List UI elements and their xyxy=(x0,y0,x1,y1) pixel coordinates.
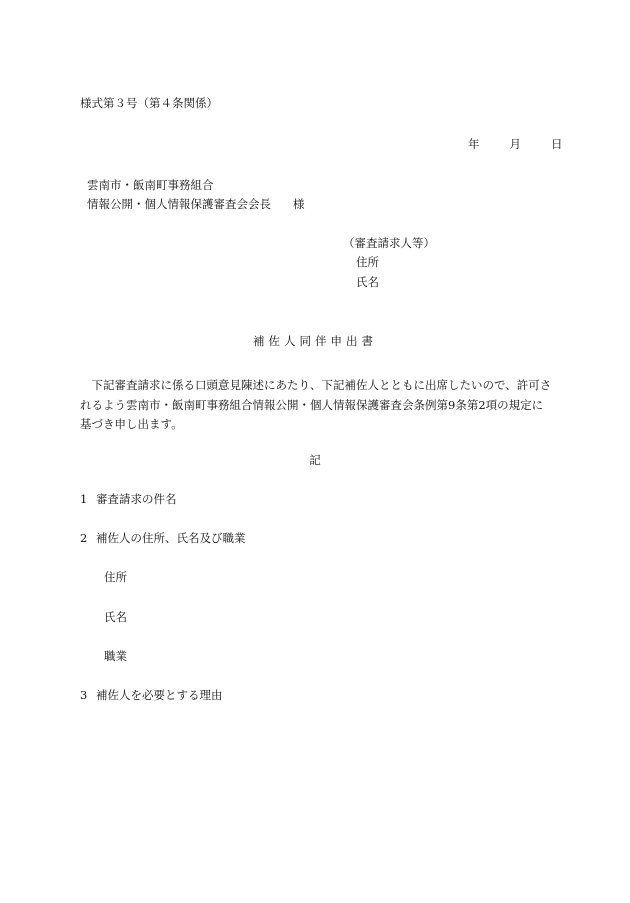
requester-address-label: 住所 xyxy=(356,255,379,269)
addressee-position: 情報公開・個人情報保護審査会会長 xyxy=(87,197,271,211)
item-label: 補佐人を必要とする理由 xyxy=(96,688,223,702)
item-number: 1 xyxy=(80,492,88,506)
item-number: 3 xyxy=(80,688,88,702)
item-number: 2 xyxy=(80,531,88,545)
date-line xyxy=(468,139,563,151)
document-title: 補佐人同伴申出書 xyxy=(253,334,377,348)
date-year: 年 xyxy=(468,137,480,151)
addressee-organization: 雲南市・飯南町事務組合 xyxy=(87,178,214,192)
item-request-subject xyxy=(80,494,177,506)
form-number: 様式第３号（第４条関係） xyxy=(80,96,218,110)
item-label: 審査請求の件名 xyxy=(96,492,177,506)
assistant-name-label: 氏名 xyxy=(104,610,127,624)
date-month: 月 xyxy=(509,137,521,151)
body-paragraph: 下記審査請求に係る口頭意見陳述にあたり、下記補佐人とともに出席したいので、許可されるよう雲南市・飯南町事務組合情報公開・個人情報保護審査会条例第9条第2項の規定に基づき申し出ます。 xyxy=(80,378,552,431)
item-assistant-details xyxy=(80,533,246,545)
note-heading: 記 xyxy=(309,453,321,467)
addressee-honorific: 様 xyxy=(293,197,305,211)
item-reason xyxy=(80,690,223,702)
item-label: 補佐人の住所、氏名及び職業 xyxy=(96,531,246,545)
date-day: 日 xyxy=(551,137,563,151)
requester-name-label: 氏名 xyxy=(356,275,379,289)
assistant-occupation-label: 職業 xyxy=(104,649,127,663)
requester-label: （審査請求人等） xyxy=(343,236,435,250)
assistant-address-label: 住所 xyxy=(104,570,127,584)
addressee-title xyxy=(87,199,305,211)
